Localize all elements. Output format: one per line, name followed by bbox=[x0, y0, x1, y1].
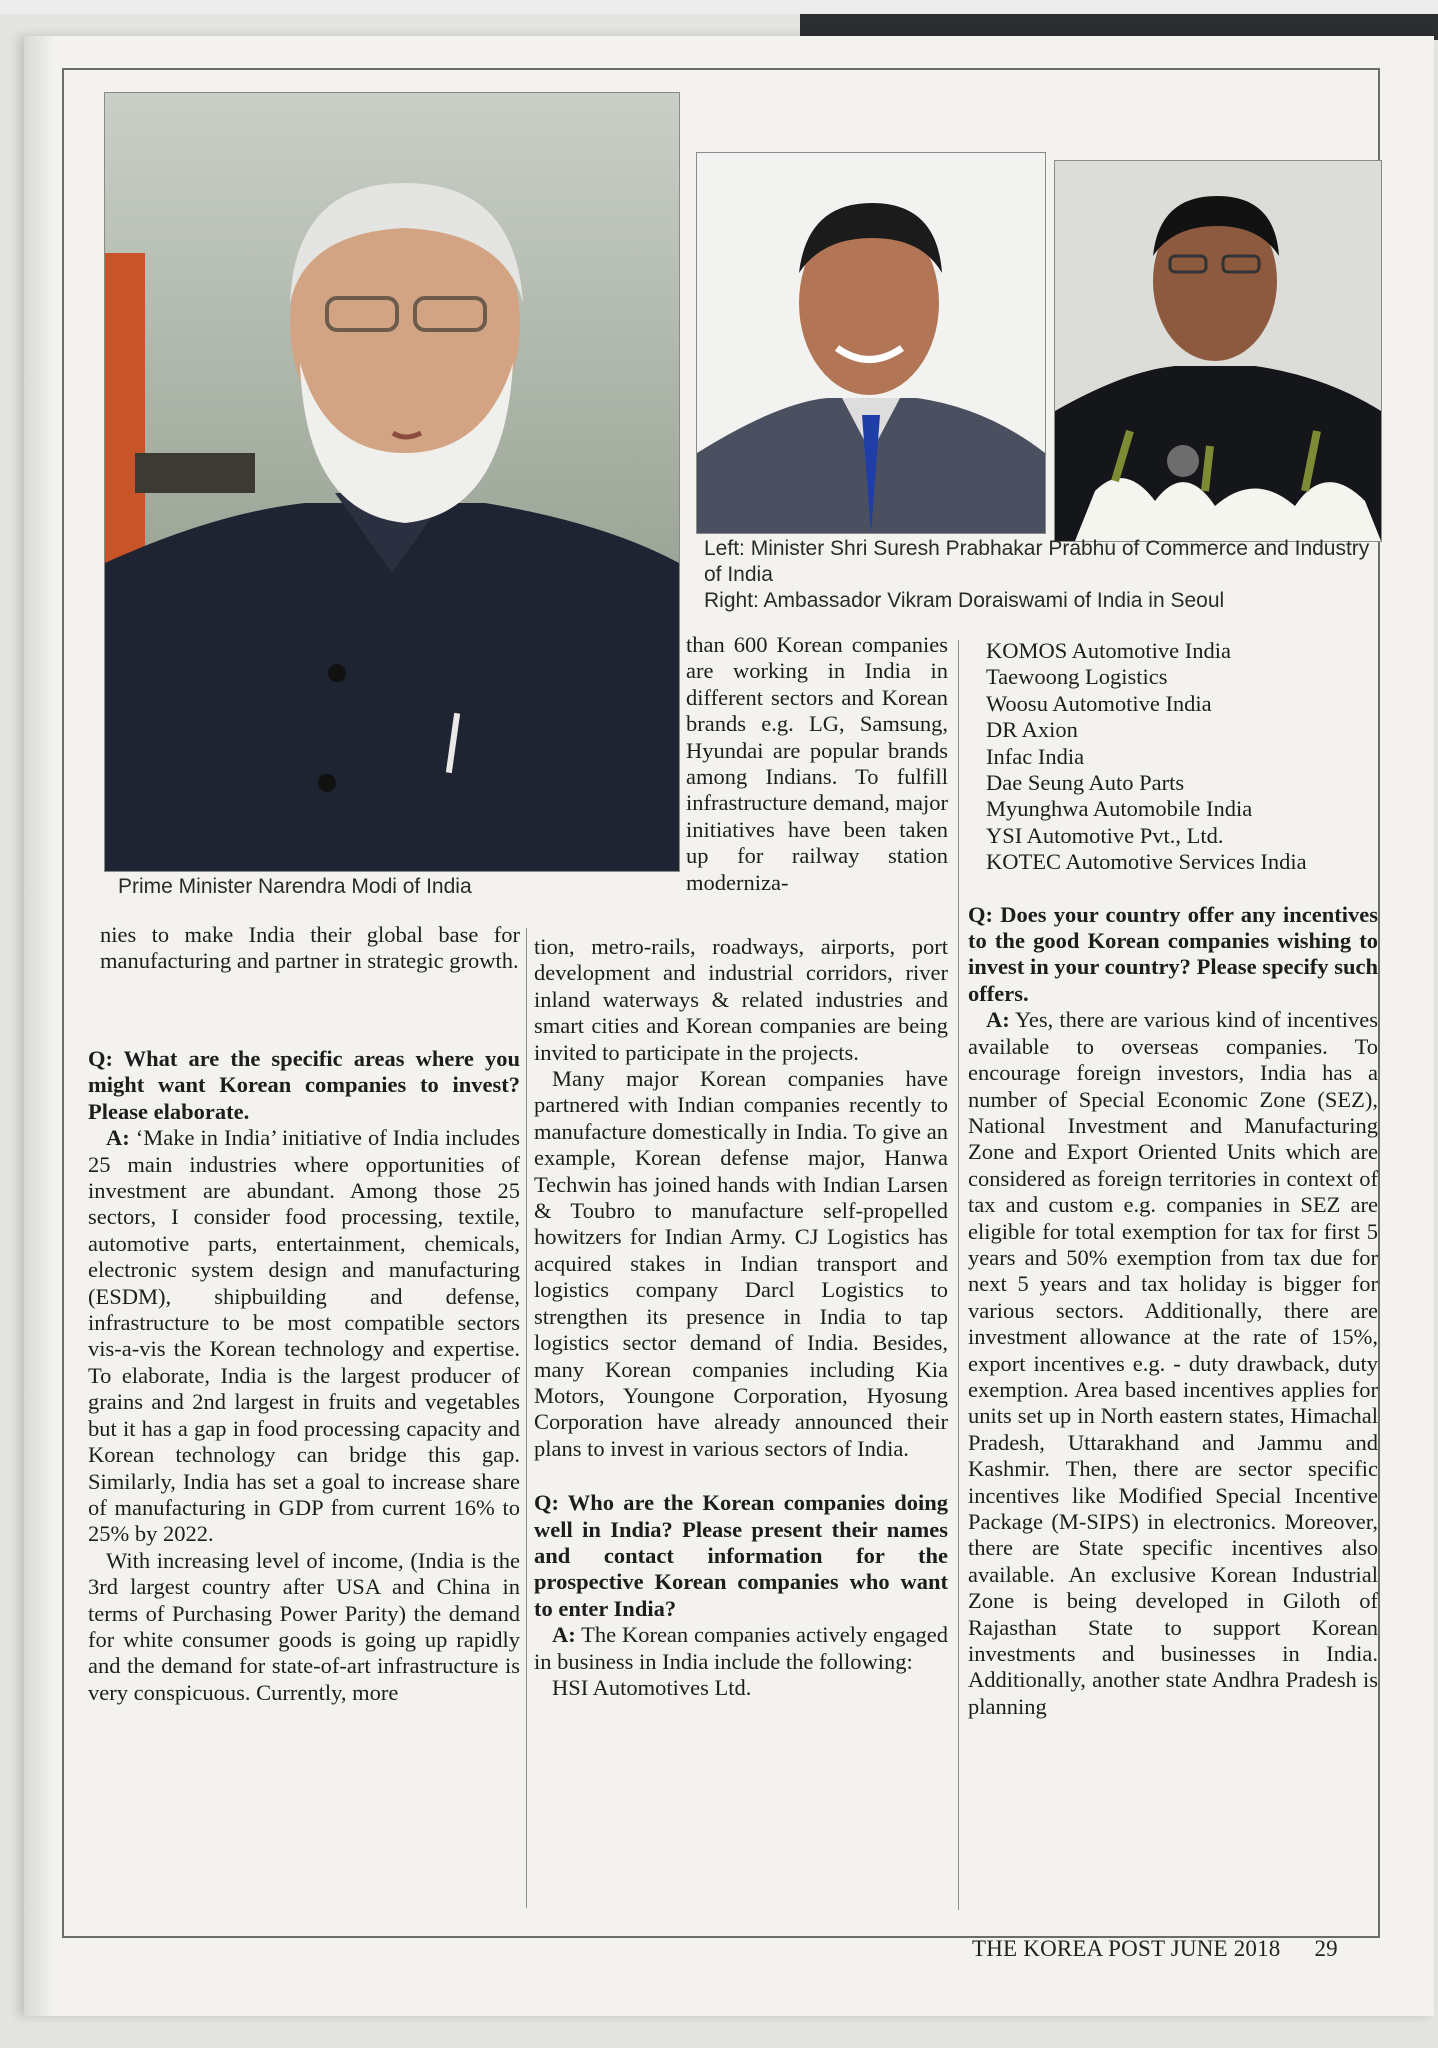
company-list-item: Myunghwa Automobile India bbox=[986, 796, 1253, 822]
caption-right-line1: Left: Minister Shri Suresh Prabhakar Prabhu of Commerce and Industry of India bbox=[704, 537, 1370, 586]
column-rule-2 bbox=[958, 640, 959, 1910]
column1-intro-text: nies to make India their global base for manufacturing and partner in strategic growth. bbox=[100, 922, 520, 974]
company-list-item: Dae Seung Auto Parts bbox=[986, 770, 1185, 796]
paragraph-partnerships: Many major Korean companies have partnered with Indian companies recently to manufacture domestically in India. To give an example, Korean defense major, Hanwa Techwin has joined hands with Indian Larsen & Toubro to manufacture self-propelled howitzers for Indian Army. CJ Logistics has acquired stakes in Indian transport and logistics company Darcl Logistics to strengthen its presence in India to tap logistics sector demand of India. Besides, many Korean companies including Kia Motors, Youngone Corporation, Hyosung Corporation have already announced their plans to invest in various sectors of India. bbox=[534, 1066, 948, 1461]
company-list-item: Infac India bbox=[986, 743, 1085, 769]
caption-right-line2: Right: Ambassador Vikram Doraiswami of India in Seoul bbox=[704, 589, 1225, 612]
answer-korean-companies-text: The Korean companies actively engaged in business in India include the following: bbox=[534, 1622, 948, 1674]
answer-label: A: bbox=[552, 1622, 576, 1648]
column-rule-1 bbox=[526, 928, 527, 1908]
column1-intro bbox=[100, 922, 520, 975]
answer-label: A: bbox=[986, 1007, 1010, 1033]
company-list-item: Woosu Automotive India bbox=[986, 690, 1212, 716]
company-list-item: Taewoong Logistics bbox=[986, 664, 1168, 690]
answer-specific-areas bbox=[88, 1125, 520, 1548]
photo-doraiswami bbox=[1054, 160, 1382, 542]
portrait-prabhu-illustration bbox=[697, 153, 1045, 533]
caption-modi: Prime Minister Narendra Modi of India bbox=[118, 875, 472, 898]
page-number: 29 bbox=[1314, 1936, 1338, 1961]
company-list-item: HSI Automotives Ltd. bbox=[552, 1674, 752, 1700]
portrait-doraiswami-illustration bbox=[1055, 161, 1381, 541]
question-incentives: Q: Does your country offer any incentives to the good Korean companies wishing to invest in your country? Please specify such offers. bbox=[968, 901, 1378, 1006]
company-list-item: DR Axion bbox=[986, 717, 1078, 743]
column2-body bbox=[534, 934, 948, 1701]
top-strip bbox=[0, 0, 1438, 14]
question-korean-companies: Q: Who are the Korean companies doing well in India? Please present their names and contact information for the prospective Korean companies who want to enter India? bbox=[534, 1490, 948, 1621]
question-specific-areas: Q: What are the specific areas where you might want Korean companies to invest? Please elaborate. bbox=[88, 1046, 520, 1124]
column1-body bbox=[88, 1028, 520, 1706]
company-list bbox=[968, 638, 1378, 876]
portrait-modi-illustration bbox=[105, 93, 679, 871]
photo-modi bbox=[104, 92, 680, 872]
page-fold-shadow bbox=[24, 36, 54, 2016]
answer-specific-areas-text: ‘Make in India’ initiative of India includes 25 main industries where opportunities of investment are abundant. Among those 25 sectors, I consider food processing, textile, automotive parts, entertainment, chemicals, electronic system design and manufacturing (ESDM), shipbuilding and defense, infrastructure to be most compatible sectors vis-a-vis the Korean technology and expertise. To elaborate, India is the largest producer of grains and 2nd largest in fruits and vegetables but it has a gap in food processing capacity and Korean technology can bridge this gap. Similarly, India has set a goal to increase share of manufacturing in GDP from current 16% to 25% by 2022. bbox=[88, 1125, 521, 1547]
company-list-item: YSI Automotive Pvt., Ltd. bbox=[986, 822, 1224, 848]
company-list-item: KOTEC Automotive Services India bbox=[986, 849, 1307, 875]
photo-prabhu bbox=[696, 152, 1046, 534]
paragraph-income: With increasing level of income, (India is the 3rd largest country after USA and China in terms of Purchasing Power Parity) the demand for white consumer goods is going up rapidly and the demand for state-of-art infrastructure is very conspicuous. Currently, more bbox=[88, 1547, 520, 1705]
answer-incentives-text: Yes, there are various kind of incentives available to overseas companies. To encourage foreign investors, India has a number of Special Economic Zone (SEZ), National Investment and Manufacturing Zone and Export Oriented Units which are considered as foreign territories in context of tax and custom e.g. companies in SEZ are eligible for total exemption for tax for first 5 years and 50% exemption from tax due for next 5 years and tax holiday is bigger for various sectors. Additionally, there are investment allowance at the rate of 15%, export incentives e.g. - duty drawback, duty exemption. Area based incentives applies for units set up in North eastern states, Himachal Pradesh, Uttarakhand and Jammu and Kashmir. Then, there are sector specific incentives like Modified Special Incentive Package (M-SIPS) in electronics. Moreover, there are State specific incentives also available. An exclusive Korean Industrial Zone is being developed in Giloth of Rajasthan State to support Korean investments and businesses in India. Additionally, another state Andhra Pradesh is planning bbox=[968, 1007, 1379, 1719]
caption-right-photos bbox=[690, 536, 1390, 614]
answer-label: A: bbox=[106, 1125, 130, 1151]
column3-body bbox=[968, 638, 1378, 1720]
column2-top-text: than 600 Korean companies are working in India in different sectors and Korean brands e.g. LG, Samsung, Hyundai are popular brands among Indians. To fulfill infrastructure demand, major initiatives have been taken up for railway station moderniza- bbox=[686, 632, 948, 895]
column2-top bbox=[686, 632, 948, 896]
publication-name: THE KOREA POST JUNE 2018 bbox=[972, 1936, 1281, 1961]
company-list-item: KOMOS Automotive India bbox=[986, 638, 1231, 663]
answer-korean-companies bbox=[534, 1622, 948, 1675]
page-footer bbox=[972, 1936, 1338, 1962]
column2-continued-text: tion, metro-rails, roadways, airports, port development and industrial corridors, river inland waterways & related industries and smart cities and Korean companies are being invited to participate in the projects. bbox=[534, 934, 948, 1065]
answer-incentives bbox=[968, 1007, 1378, 1720]
